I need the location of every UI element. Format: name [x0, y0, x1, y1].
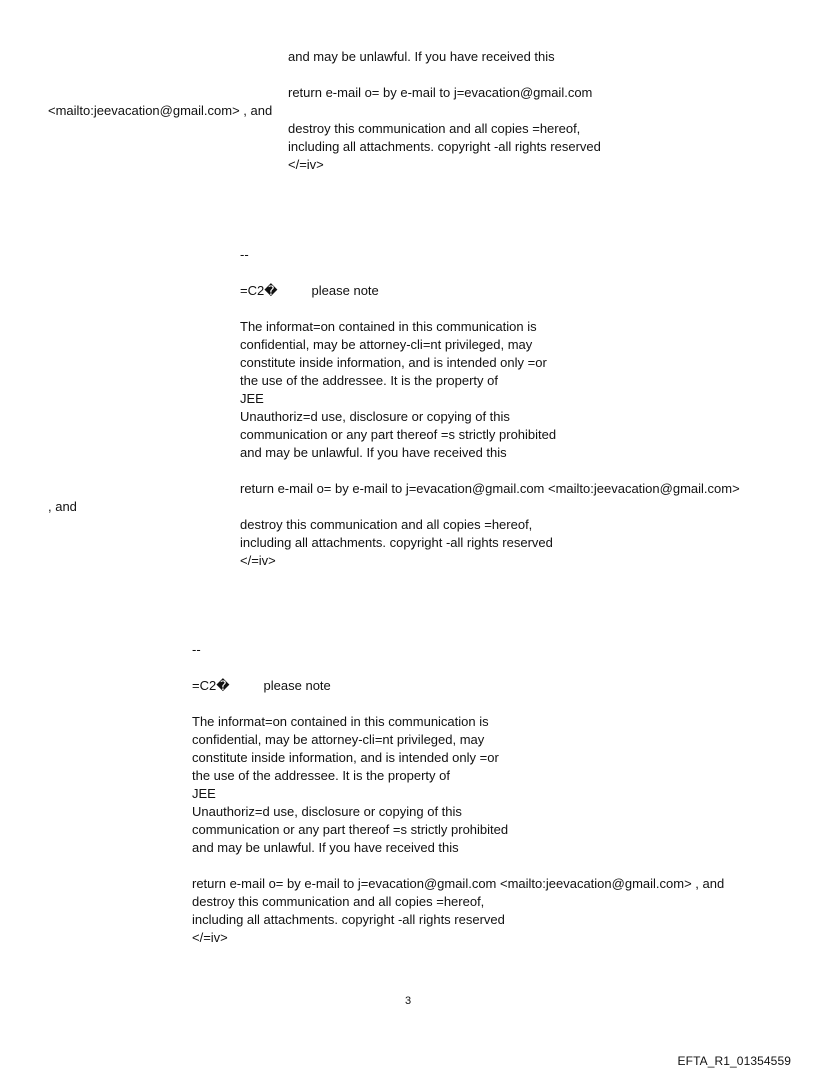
page-number: 3: [404, 995, 412, 1007]
text-line: return e-mail o= by e-mail to j=evacation@gmail.com <mailto:jeevacation@gmail.com> , and: [192, 876, 725, 891]
text-line: the use of the addressee. It is the property of: [192, 768, 450, 783]
text-line: </=iv>: [288, 157, 324, 172]
text-line: and may be unlawful. If you have received this: [192, 840, 459, 855]
text-line: </=iv>: [240, 553, 276, 568]
separator-dashes: --: [240, 247, 249, 262]
text-line: Unauthoriz=d use, disclosure or copying of this: [240, 409, 510, 424]
text-line: <mailto:jeevacation@gmail.com> , and: [48, 103, 273, 118]
text-line: return e-mail o= by e-mail to j=evacation@gmail.com: [288, 85, 593, 100]
text-line: JEE: [240, 391, 264, 406]
document-id: EFTA_R1_01354559: [677, 1054, 791, 1068]
text-line: communication or any part thereof =s strictly prohibited: [192, 822, 509, 837]
text-line: JEE: [192, 786, 216, 801]
text-line: destroy this communication and all copies =hereof,: [192, 894, 485, 909]
text-line: including all attachments. copyright -all rights reserved: [288, 139, 601, 154]
text-line: destroy this communication and all copies =hereof,: [240, 517, 533, 532]
text-line: , and: [48, 499, 77, 514]
text-line: destroy this communication and all copies =hereof,: [288, 121, 581, 136]
text-line: the use of the addressee. It is the property of: [240, 373, 498, 388]
text-line: communication or any part thereof =s strictly prohibited: [240, 427, 557, 442]
text-line: The informat=on contained in this communication is: [192, 714, 489, 729]
text-line: including all attachments. copyright -all rights reserved: [192, 912, 505, 927]
text-line: and may be unlawful. If you have received this: [240, 445, 507, 460]
note-heading: [240, 282, 379, 300]
text-line: constitute inside information, and is intended only =or: [240, 355, 547, 370]
text-line: and may be unlawful. If you have received this: [288, 49, 555, 64]
text-line: return e-mail o= by e-mail to j=evacation@gmail.com <mailto:jeevacation@gmail.com>: [240, 481, 740, 496]
text-line: including all attachments. copyright -all rights reserved: [240, 535, 553, 550]
separator-dashes: --: [192, 642, 201, 657]
text-line: confidential, may be attorney-cli=nt privileged, may: [240, 337, 533, 352]
note-prefix: =C2�: [240, 283, 278, 298]
text-line: constitute inside information, and is intended only =or: [192, 750, 499, 765]
text-line: Unauthoriz=d use, disclosure or copying of this: [192, 804, 462, 819]
text-line: The informat=on contained in this communication is: [240, 319, 537, 334]
note-label: please note: [311, 283, 379, 298]
note-prefix: =C2�: [192, 678, 230, 693]
text-line: confidential, may be attorney-cli=nt privileged, may: [192, 732, 485, 747]
text-line: </=iv>: [192, 930, 228, 945]
note-heading: [192, 677, 331, 695]
note-label: please note: [263, 678, 331, 693]
